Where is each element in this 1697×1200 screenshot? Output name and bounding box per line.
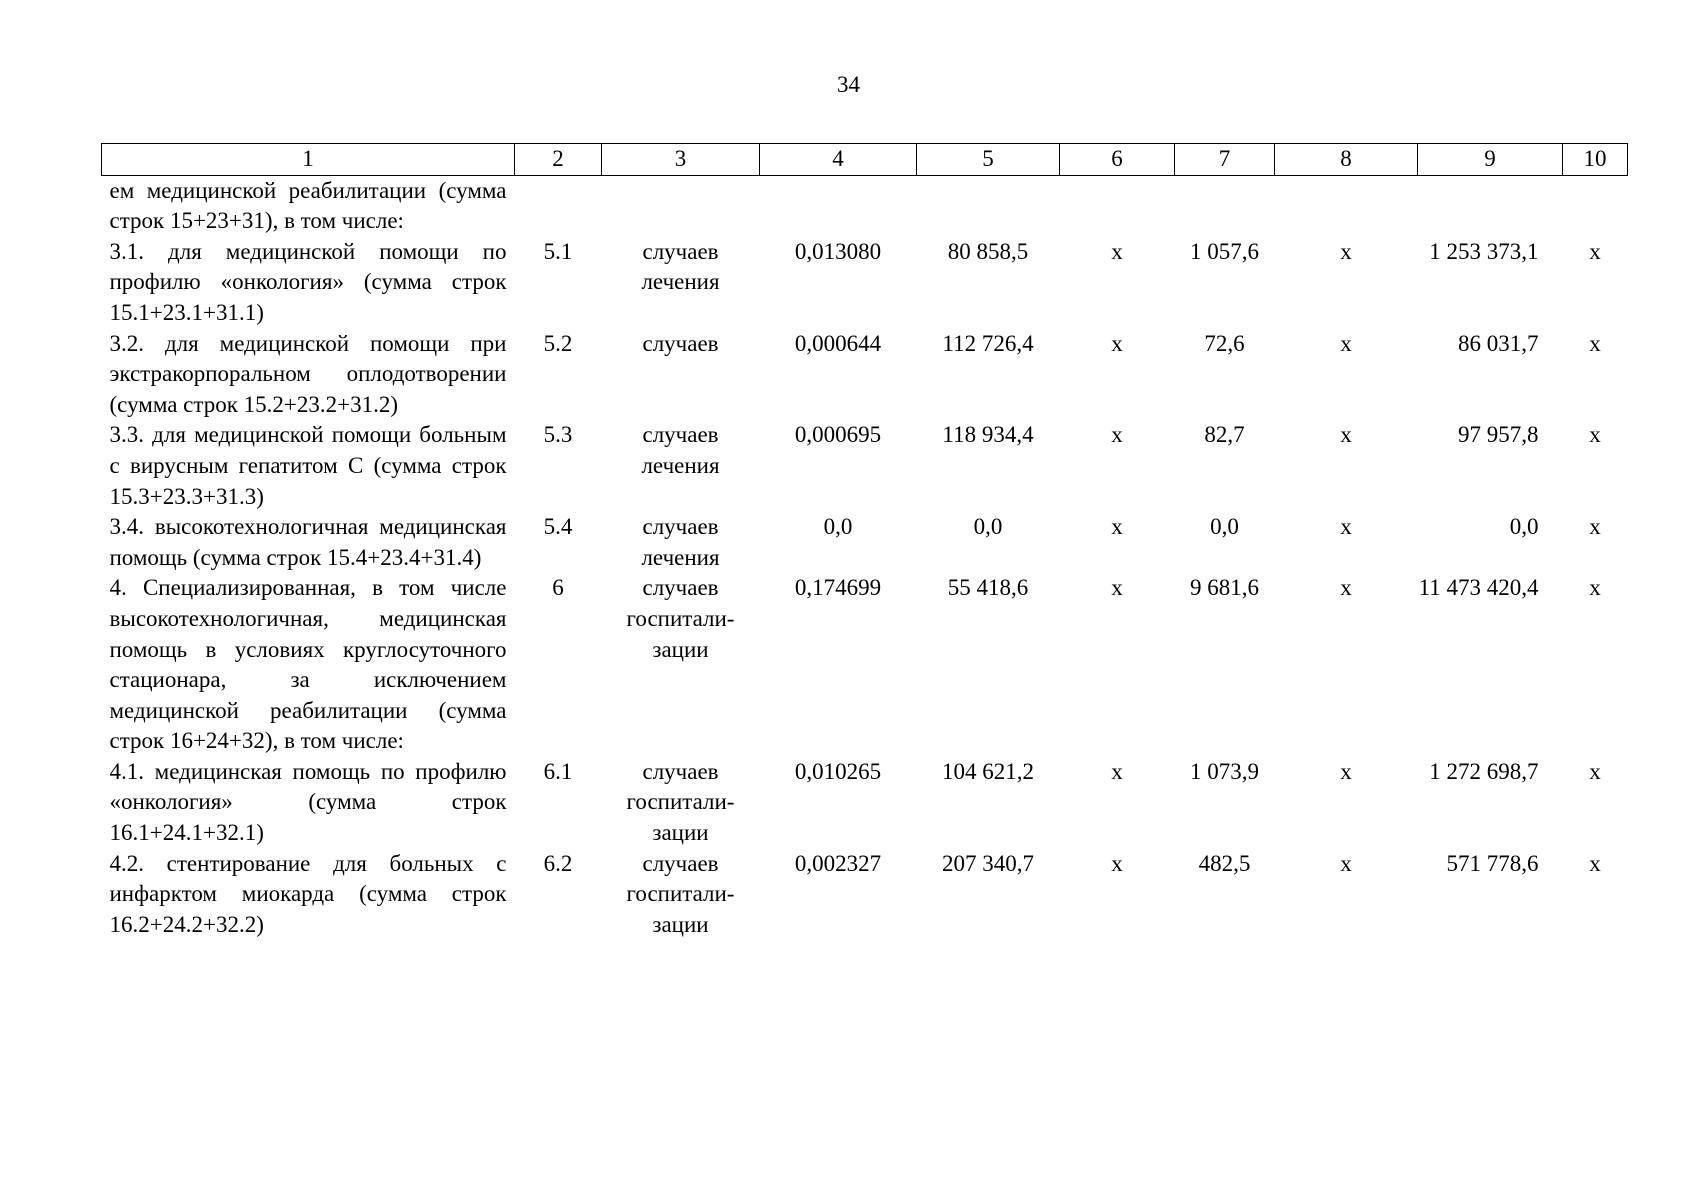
unit-line: госпитали- — [626, 605, 735, 631]
row-description: 4.2. стентирование для больных с инфарктом миокарда (сумма строк 16.2+24.2+32.2) — [109, 850, 507, 937]
row-per-capita: 72,6 — [1204, 330, 1245, 356]
row-line-number: 6 — [552, 575, 564, 601]
row-line-number: 6.1 — [543, 758, 573, 784]
unit-line: случаев — [642, 238, 719, 264]
table-row — [102, 237, 1628, 329]
unit-line: случаев — [642, 758, 719, 784]
row-total-cost: 1 253 373,1 — [1429, 238, 1539, 264]
unit-line: зации — [652, 820, 709, 846]
unit-line: случаев — [642, 330, 719, 356]
col-header-4: 4 — [760, 144, 917, 176]
row-norm-volume: 0,000644 — [794, 330, 882, 356]
row-col10: х — [1589, 238, 1601, 264]
header-row — [102, 144, 1628, 176]
row-per-capita: 82,7 — [1204, 422, 1245, 448]
row-unit — [602, 573, 760, 757]
row-norm-volume: 0,002327 — [794, 850, 882, 876]
row-col6: х — [1111, 758, 1123, 784]
row-col10: х — [1589, 422, 1601, 448]
row-norm-cost: 104 621,2 — [942, 758, 1034, 784]
row-col8: х — [1340, 514, 1352, 540]
col-header-7: 7 — [1175, 144, 1275, 176]
row-description: 4. Специализированная, в том числе высокотехнологичная, медицинская помощь в условиях круглосуточного стационара, за исключением медицинской реабилитации (сумма строк 16+24+32), в том числе: — [109, 575, 507, 754]
data-table — [101, 143, 1628, 940]
row-total-cost: 1 272 698,7 — [1429, 758, 1539, 784]
unit-line: лечения — [641, 544, 720, 570]
unit-line: лечения — [641, 452, 720, 478]
row-unit — [602, 512, 760, 573]
row-col10: х — [1589, 575, 1601, 601]
col-header-10: 10 — [1563, 144, 1628, 176]
row-per-capita: 482,5 — [1198, 850, 1251, 876]
unit-line: случаев — [642, 575, 719, 601]
row-col8 — [1275, 175, 1418, 237]
row-description: 4.1. медицинская помощь по профилю «онкология» (сумма строк 16.1+24.1+32.1) — [109, 758, 507, 846]
col-header-9: 9 — [1418, 144, 1563, 176]
row-col6: х — [1111, 238, 1123, 264]
row-per-capita: 9 681,6 — [1190, 575, 1259, 601]
table-row — [102, 512, 1628, 573]
row-norm-volume: 0,000695 — [794, 422, 882, 448]
unit-line: зации — [652, 636, 709, 662]
table-row — [102, 420, 1628, 512]
unit-line: случаев — [642, 850, 719, 876]
unit-line: лечения — [641, 269, 720, 295]
row-col10: х — [1589, 330, 1601, 356]
row-unit — [602, 237, 760, 329]
row-col6 — [1060, 175, 1175, 237]
row-line-number: 6.2 — [543, 850, 573, 876]
col-header-2: 2 — [515, 144, 602, 176]
row-line-number: 5.2 — [543, 330, 573, 356]
row-unit — [602, 849, 760, 941]
row-per-capita: 1 057,6 — [1190, 238, 1259, 264]
row-col6: х — [1111, 422, 1123, 448]
table-row — [102, 329, 1628, 421]
row-col10: х — [1589, 514, 1601, 540]
row-per-capita: 1 073,9 — [1190, 758, 1259, 784]
row-col6: х — [1111, 330, 1123, 356]
row-norm-cost: 80 858,5 — [947, 238, 1029, 264]
row-col8: х — [1340, 238, 1352, 264]
table-body — [102, 175, 1628, 940]
col-header-8: 8 — [1275, 144, 1418, 176]
row-description: ем медицинской реабилитации (сумма строк 15+23+31), в том числе: — [109, 177, 507, 234]
col-header-3: 3 — [602, 144, 760, 176]
col-header-5: 5 — [917, 144, 1060, 176]
row-norm-volume: 0,0 — [823, 514, 853, 540]
row-total-cost — [1418, 175, 1563, 237]
unit-line: зации — [652, 911, 709, 937]
page-number: 34 — [837, 72, 860, 97]
row-description: 3.2. для медицинской помощи при экстракорпоральном оплодотворении (сумма строк 15.2+23.2+31.2) — [109, 330, 507, 417]
table-row — [102, 757, 1628, 849]
table-row — [102, 849, 1628, 941]
row-norm-cost: 55 418,6 — [947, 575, 1029, 601]
row-total-cost: 0,0 — [1509, 514, 1539, 540]
row-col8: х — [1340, 758, 1352, 784]
unit-line: госпитали- — [626, 789, 735, 815]
row-total-cost: 11 473 420,4 — [1418, 575, 1539, 601]
row-line-number: 5.1 — [543, 238, 573, 264]
row-norm-volume: 0,013080 — [794, 238, 882, 264]
table-row — [102, 573, 1628, 757]
row-total-cost: 97 957,8 — [1458, 422, 1539, 448]
row-per-capita: 0,0 — [1210, 514, 1239, 540]
col-header-6: 6 — [1060, 144, 1175, 176]
row-col8: х — [1340, 422, 1352, 448]
row-norm-cost: 112 726,4 — [942, 330, 1034, 356]
row-description: 3.3. для медицинской помощи больным с вирусным гепатитом С (сумма строк 15.3+23.3+31.3) — [109, 422, 507, 509]
row-col8: х — [1340, 850, 1352, 876]
row-col10: х — [1589, 758, 1601, 784]
table-row — [102, 175, 1628, 237]
row-norm-volume: 0,174699 — [794, 575, 882, 601]
row-col10 — [1563, 175, 1628, 237]
unit-line: случаев — [642, 514, 719, 540]
row-total-cost: 86 031,7 — [1458, 330, 1539, 356]
row-per-capita — [1175, 175, 1275, 237]
col-header-1: 1 — [102, 144, 515, 176]
row-unit — [602, 329, 760, 421]
row-col6: х — [1111, 575, 1123, 601]
row-line-number: 5.3 — [543, 422, 573, 448]
row-description: 3.1. для медицинской помощи по профилю «онкология» (сумма строк 15.1+23.1+31.1) — [109, 238, 507, 325]
row-col6: х — [1111, 850, 1123, 876]
row-unit — [602, 175, 760, 237]
row-description: 3.4. высокотехнологичная медицинская помощь (сумма строк 15.4+23.4+31.4) — [109, 514, 507, 570]
unit-line: случаев — [642, 422, 719, 448]
row-line-number: 5.4 — [543, 514, 573, 540]
row-norm-cost: 118 934,4 — [942, 422, 1034, 448]
row-norm-cost: 207 340,7 — [942, 850, 1034, 876]
row-line-number — [515, 175, 602, 237]
row-col8: х — [1340, 330, 1352, 356]
row-col10: х — [1589, 850, 1601, 876]
unit-line: госпитали- — [626, 881, 735, 907]
row-col6: х — [1111, 514, 1123, 540]
row-unit — [602, 757, 760, 849]
row-unit — [602, 420, 760, 512]
row-total-cost: 571 778,6 — [1446, 850, 1539, 876]
row-norm-cost: 0,0 — [973, 514, 1003, 540]
row-norm-volume: 0,010265 — [794, 758, 882, 784]
row-col8: х — [1340, 575, 1352, 601]
row-norm-cost — [917, 175, 1060, 237]
row-norm-volume — [760, 175, 917, 237]
